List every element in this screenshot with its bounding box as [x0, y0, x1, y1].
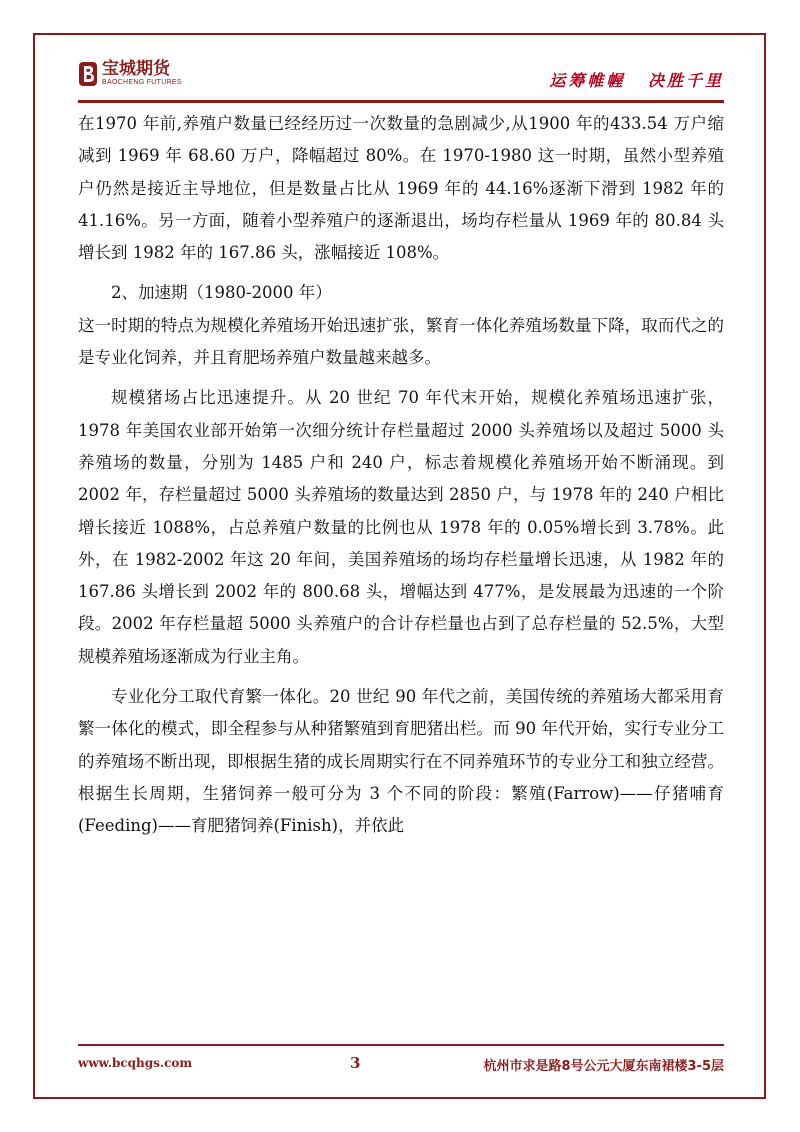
footer-website: www.bcqhgs.com: [78, 1056, 193, 1070]
paragraph-3: 规模猪场占比迅速提升。从 20 世纪 70 年代末开始，规模化养殖场迅速扩张，1978 年美国农业部开始第一次细分统计存栏量超过 2000 头养殖场以及超过 5000 头养殖场的数量，分别为 1485 户和 240 户，标志着规模化养殖场开始不断涌现。到 2002 年，存栏量超过 5000 头养殖场的数量达到 2850 户，与 1978 年的 240 户相比增长接近 1088%，占总养殖户数量的比例也从 1978 年的 0.05%增长到 3.78%。此外，在 1982-2002 年这 20 年间，美国养殖场的场均存栏量增长迅速，从 1982 年的 167.86 头增长到 2002 年的 800.68 头，增幅达到 477%，是发展最为迅速的一个阶段。2002 年存栏量超 5000 头养殖户的合计存栏量也占到了总存栏量的 52.5%，大型规模养殖场逐渐成为行业主角。: [78, 388, 724, 666]
paragraph-1: 在1970 年前,养殖户数量已经经历过一次数量的急剧减少,从1900 年的433.54 万户缩减到 1969 年 68.60 万户，降幅超过 80%。在 1970-1980 这一时期，虽然小型养殖户仍然是接近主导地位，但是数量占比从 1969 年的 44.16%逐渐下滑到 1982 年的 41.16%。另一方面，随着小型养殖户的逐渐退出，场均存栏量从 1969 年的 80.84 头增长到 1982 年的 167.86 头，涨幅接近 108%。: [78, 114, 724, 263]
header-divider: [78, 100, 724, 103]
document-body: [78, 108, 724, 843]
section-heading: 2、加速期（1980-2000 年）: [111, 283, 332, 303]
page-header: [78, 56, 724, 100]
company-logo: [78, 60, 182, 87]
page-number: 3: [350, 1054, 361, 1072]
logo-text-cn: 宝城期货: [102, 59, 170, 79]
header-slogan: 运筹帷幄 决胜千里: [549, 71, 724, 90]
paragraph-4: 专业化分工取代育繁一体化。20 世纪 90 年代之前，美国传统的养殖场大都采用育繁一体化的模式，即全程参与从种猪繁殖到育肥猪出栏。而 90 年代开始，实行专业分工的养殖场不断出现，即根据生猪的成长周期实行在不同养殖环节的专业分工和独立经营。根据生长周期，生猪饲养一般可分为 3 个不同的阶段：繁殖(Farrow)——仔猪哺育(Feeding)——育肥猪饲养(Finish)，并依此: [78, 687, 724, 836]
page-footer: [78, 1054, 724, 1074]
logo-text-en: BAOCHENG FUTURES: [102, 79, 182, 86]
footer-address: 杭州市求是路8号公元大厦东南裙楼3-5层: [483, 1059, 724, 1074]
logo-b-icon: [78, 61, 98, 87]
footer-divider: [78, 1044, 724, 1046]
paragraph-2: 这一时期的特点为规模化养殖场开始迅速扩张，繁育一体化养殖场数量下降，取而代之的是专业化饲养，并且育肥场养殖户数量越来越多。: [78, 315, 724, 368]
